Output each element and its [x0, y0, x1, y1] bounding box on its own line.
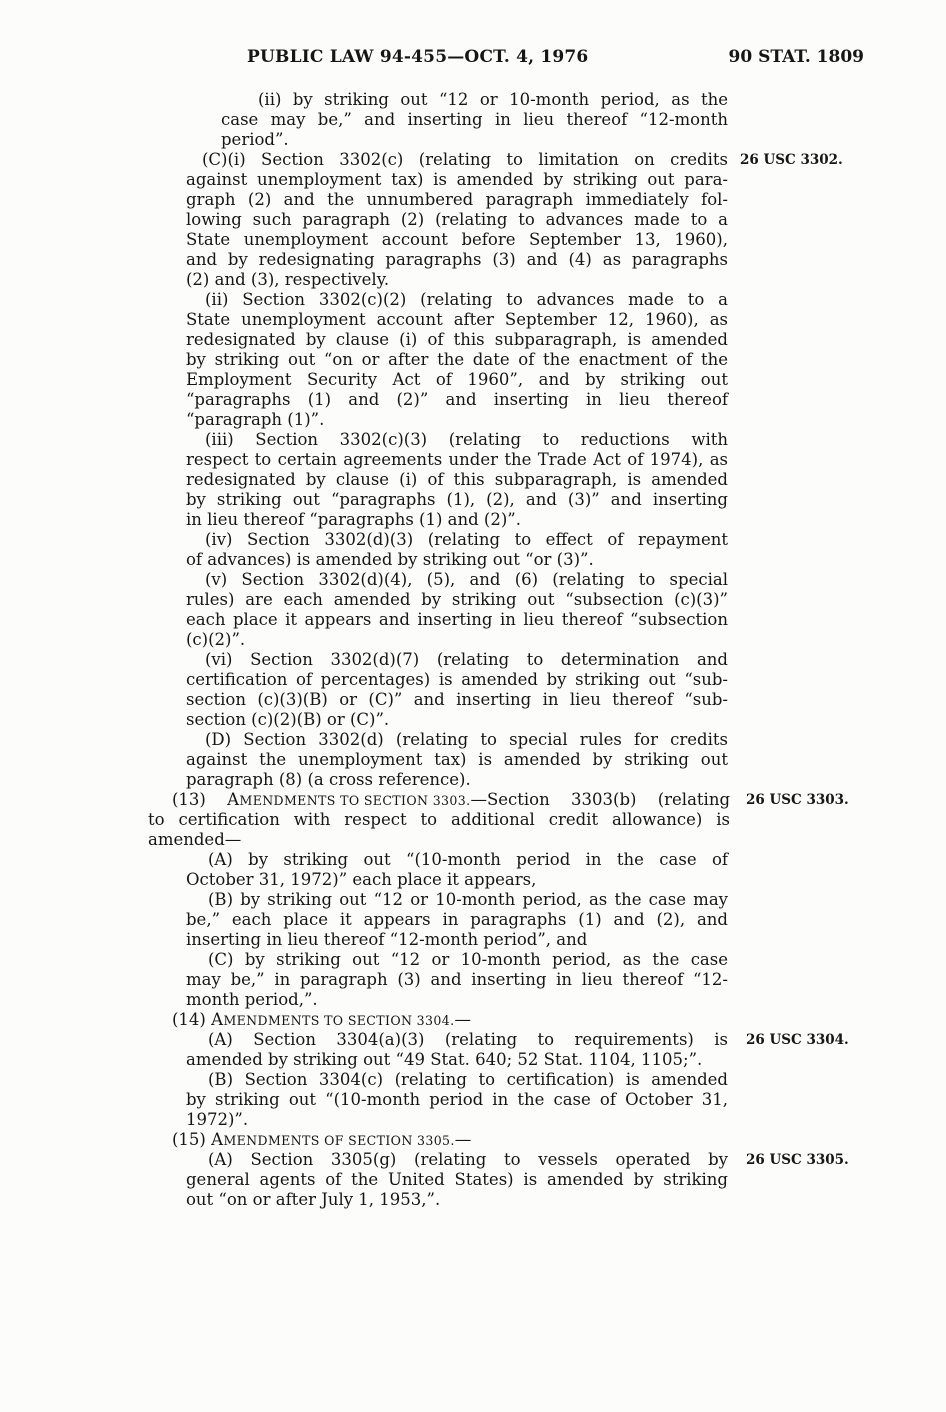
- text-line: (A) Section 3304(a)(3) (relating to requirements) is: [208, 1030, 728, 1049]
- clause-vi: [0, 650, 946, 730]
- text-line: (B) by striking out “12 or 10-month period, as the case may: [208, 890, 728, 909]
- text-line: be,” each place it appears in paragraphs (1) and (2), and: [186, 910, 728, 929]
- margin-note-26-usc-3304: 26 USC 3304.: [746, 1032, 849, 1048]
- text-line: section (c)(3)(B) or (C)” and inserting in lieu thereof “sub-: [186, 690, 728, 709]
- paragraph-14-subparagraph-b: [0, 1070, 946, 1130]
- text-line: (iv) Section 3302(d)(3) (relating to effect of repayment: [205, 530, 728, 549]
- text-line: (iii) Section 3302(c)(3) (relating to reductions with: [205, 430, 728, 449]
- clause-v: [0, 570, 946, 650]
- text-line: each place it appears and inserting in lieu thereof “subsection: [186, 610, 728, 629]
- clause-iv: [0, 530, 946, 570]
- text-line: (ii) by striking out “12 or 10-month period, as the: [258, 90, 728, 109]
- text-line: amended by striking out “49 Stat. 640; 52 Stat. 1104, 1105;”.: [186, 1050, 703, 1069]
- text-line: “paragraphs (1) and (2)” and inserting in lieu thereof: [186, 390, 728, 409]
- text-line: (ii) Section 3302(c)(2) (relating to advances made to a: [205, 290, 728, 309]
- text-line: certification of percentages) is amended by striking out “sub-: [186, 670, 728, 689]
- text-line: against unemployment tax) is amended by striking out para-: [186, 170, 728, 189]
- text-line: redesignated by clause (i) of this subparagraph, is amended: [186, 330, 728, 349]
- text-line: out “on or after July 1, 1953,”.: [186, 1190, 441, 1209]
- text-line: (C) by striking out “12 or 10-month period, as the case: [208, 950, 728, 969]
- text-line: of advances) is amended by striking out “or (3)”.: [186, 550, 594, 569]
- text-line: (A) Section 3305(g) (relating to vessels operated by: [208, 1150, 728, 1169]
- clause-ii-striking-out: [0, 90, 946, 150]
- text-line: by striking out “paragraphs (1), (2), and (3)” and inserting: [186, 490, 728, 509]
- text-line: respect to certain agreements under the Trade Act of 1974), as: [186, 450, 728, 469]
- text-line: (D) Section 3302(d) (relating to special rules for credits: [205, 730, 728, 749]
- text-line: (A) by striking out “(10-month period in the case of: [208, 850, 728, 869]
- paragraph-13-subparagraph-b: [0, 890, 946, 950]
- subparagraph-d: [0, 730, 946, 790]
- paragraph-number: (15): [172, 1130, 206, 1149]
- text-line: October 31, 1972)” each place it appears,: [186, 870, 537, 889]
- paragraph-number: (14): [172, 1010, 206, 1029]
- text-line: redesignated by clause (i) of this subparagraph, is amended: [186, 470, 728, 489]
- statute-page-citation: 90 STAT. 1809: [728, 47, 864, 67]
- section-heading: AMENDMENTS TO SECTION 3304.: [211, 1010, 455, 1029]
- text-line: general agents of the United States) is amended by striking: [186, 1170, 728, 1189]
- text-line: against the unemployment tax) is amended by striking out: [186, 750, 728, 769]
- paragraph-13-subparagraph-a: [0, 850, 946, 890]
- text-line: State unemployment account before September 13, 1960),: [186, 230, 728, 249]
- text-line: period”.: [221, 130, 289, 149]
- text-line: (2) and (3), respectively.: [186, 270, 390, 289]
- text-line: (vi) Section 3302(d)(7) (relating to determination and: [205, 650, 728, 669]
- text-line: lowing such paragraph (2) (relating to advances made to a: [186, 210, 728, 229]
- text-run: —: [454, 1010, 471, 1029]
- margin-note-26-usc-3305: 26 USC 3305.: [746, 1152, 849, 1168]
- text-line: State unemployment account after September 12, 1960), as: [186, 310, 728, 329]
- text-line: rules) are each amended by striking out “subsection (c)(3)”: [186, 590, 728, 609]
- text-line: (c)(2)”.: [186, 630, 246, 649]
- text-line: graph (2) and the unnumbered paragraph immediately fol-: [186, 190, 728, 209]
- subparagraph-c-clause-i: [0, 150, 946, 290]
- text-line: may be,” in paragraph (3) and inserting in lieu thereof “12-: [186, 970, 728, 989]
- text-line: Employment Security Act of 1960”, and by striking out: [186, 370, 728, 389]
- text-line: (v) Section 3302(d)(4), (5), and (6) (relating to special: [205, 570, 728, 589]
- paragraph-number: (13): [172, 790, 206, 809]
- running-head-title: PUBLIC LAW 94-455—OCT. 4, 1976: [247, 47, 589, 67]
- section-heading: AMENDMENTS OF SECTION 3305.: [211, 1130, 455, 1149]
- text-line: in lieu thereof “paragraphs (1) and (2)”.: [186, 510, 521, 529]
- text-line: (B) Section 3304(c) (relating to certification) is amended: [208, 1070, 728, 1089]
- text-line: month period,”.: [186, 990, 318, 1009]
- margin-note-26-usc-3303: 26 USC 3303.: [746, 792, 849, 808]
- text-run: —: [454, 1130, 472, 1149]
- paragraph-14: [0, 1010, 946, 1030]
- text-line: “paragraph (1)”.: [186, 410, 325, 429]
- text-line: by striking out “on or after the date of the enactment of the: [186, 350, 728, 369]
- text-line: paragraph (8) (a cross reference).: [186, 770, 471, 789]
- text-run: —Section 3303(b) (relating: [470, 790, 731, 809]
- section-heading-line: [172, 1010, 730, 1030]
- text-line: and by redesignating paragraphs (3) and (4) as paragraphs: [186, 250, 728, 269]
- clause-iii: [0, 430, 946, 530]
- section-heading-line: [172, 790, 730, 810]
- margin-note-26-usc-3302: 26 USC 3302.: [740, 152, 843, 168]
- section-heading-line: [172, 1130, 730, 1150]
- text-line: inserting in lieu thereof “12-month period”, and: [186, 930, 588, 949]
- paragraph-13-subparagraph-c: [0, 950, 946, 1010]
- text-line: section (c)(2)(B) or (C)”.: [186, 710, 390, 729]
- text-line: amended—: [148, 830, 242, 849]
- section-heading: AMENDMENTS TO SECTION 3303.: [227, 790, 471, 809]
- text-line: by striking out “(10-month period in the case of October 31,: [186, 1090, 728, 1109]
- text-line: (C)(i) Section 3302(c) (relating to limitation on credits: [202, 150, 728, 169]
- text-line: case may be,” and inserting in lieu thereof “12-month: [221, 110, 728, 129]
- clause-ii: [0, 290, 946, 430]
- text-line: 1972)”.: [186, 1110, 249, 1129]
- text-line: to certification with respect to additional credit allowance) is: [148, 810, 730, 829]
- paragraph-15: [0, 1130, 946, 1150]
